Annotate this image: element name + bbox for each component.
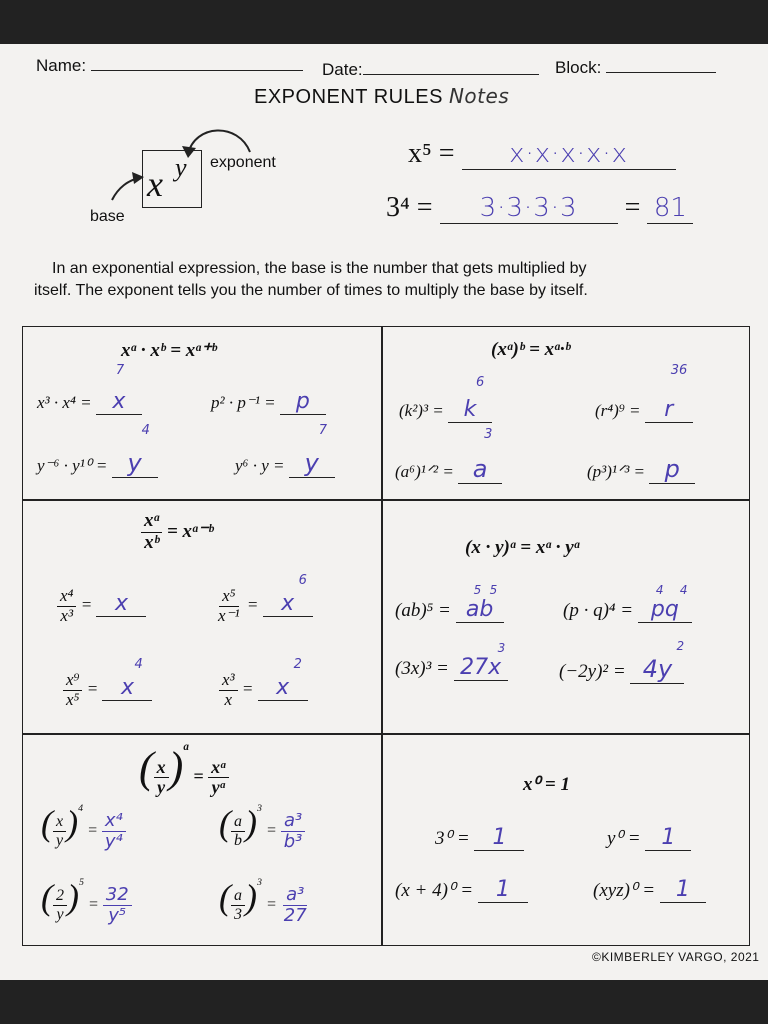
diagram-exp: y [175,153,187,182]
title-hand: Notes [448,84,510,108]
quotient-problem-4: $\frac{\text{x³}}{x}$ = x 2 [219,671,308,709]
block-field[interactable] [555,56,716,78]
product-problem-3: y⁻⁶ · y¹⁰ = y 4 [37,449,158,478]
quotient-answer-4[interactable]: x 2 [258,675,308,701]
product-power-problem-4: (−2y)² = 4y 2 [559,639,685,683]
date-label: Date: [322,60,363,79]
power-rule-formula: (xᵃ)ᵇ = xᵃ·ᵇ [491,339,571,360]
quotient-power-answer-4[interactable]: $\frac{\text{a³}}{27}$ [283,884,307,926]
exponent-label: exponent [210,154,276,171]
zero-answer-3[interactable]: 1 [478,877,528,903]
product-power-problem-2: (p · q)⁴ = pq 4 4 [563,597,692,623]
example-2 [386,192,693,224]
power-problem-4: (p³)¹ᐟ³ = p [587,455,695,484]
product-answer-4[interactable]: y 7 [289,449,335,478]
product-problem-4: y⁶ · y = y 7 [235,449,335,478]
quotient-answer-1[interactable]: x [96,591,146,617]
quotient-problem-1: $\frac{\text{x⁴}}{\text{x³}}$ = x [57,587,146,625]
quotient-power-answer-1[interactable]: $\frac{\text{x⁴}}{\text{y⁴}}$ [102,811,126,852]
product-problem-1: x³ · x⁴ = x 7 [37,389,142,415]
grid-divider-h1 [23,499,749,501]
diagram-base: x [147,164,163,204]
intro-line-1: In an exponential expression, the base is the number that gets multiplied by [52,260,587,277]
power-problem-1: (k²)³ = k 6 [399,397,492,423]
quotient-answer-3[interactable]: x 4 [102,675,152,701]
block-label: Block: [555,58,602,77]
ex2-eq: = [624,192,641,223]
zero-answer-2[interactable]: 1 [645,825,691,851]
product-power-answer-2[interactable]: pq 4 4 [638,597,692,623]
power-answer-4[interactable]: p [649,455,695,484]
quotient-power-problem-4: ( $\frac{a}{3}$ )$^3$ = $\frac{\text{a³}}{27}$ [219,877,310,926]
ex1-lhs: x⁵ = [408,138,455,169]
quotient-problem-3: $\frac{\text{x⁹}}{\text{x⁵}}$ = x 4 [63,671,152,709]
title-print: EXPONENT RULES [254,86,443,108]
rules-grid [22,326,750,946]
grid-divider-v [381,327,383,945]
quotient-power-problem-3: ( $\frac{2}{y}$ )$^5$ = $\frac{32}{\text{y⁵}}$ [41,877,132,926]
product-rule-formula: xᵃ · xᵇ = xᵃ⁺ᵇ [121,340,217,361]
ex2-lhs: 3⁴ = [386,192,433,223]
quotient-power-formula: ( $\frac{x}{y}$ )$^a$ = $\frac{\text{xᵃ}}{\text{yᵃ}}$ [139,741,229,798]
product-power-answer-4[interactable]: 4y 2 [630,655,684,684]
name-field[interactable] [36,54,303,76]
ex1-answer[interactable]: x·x·x·x·x [462,139,676,170]
quotient-rule-formula: $\frac{\text{xᵃ}}{\text{xᵇ}}$ = xᵃ⁻ᵇ [141,511,213,554]
product-power-problem-1: (ab)⁵ = ab 5 5 [395,597,504,623]
worksheet-page [0,44,768,980]
power-answer-3[interactable]: a 3 [458,455,502,484]
date-field[interactable] [322,58,539,80]
product-answer-1[interactable]: x 7 [96,389,142,415]
quotient-power-answer-2[interactable]: $\frac{\text{a³}}{\text{b³}}$ [281,811,306,852]
product-power-formula: (x · y)ᵃ = xᵃ · yᵃ [465,537,580,558]
power-problem-3: (a⁶)¹ᐟ² = a 3 [395,455,502,484]
quotient-power-problem-2: ( $\frac{a}{b}$ )$^3$ = $\frac{\text{a³}}{\text{b³}}$ [219,803,305,852]
quotient-problem-2: $\frac{\text{x⁵}}{\text{x⁻¹}}$ = x 6 [215,587,313,625]
power-problem-2: (r⁴)⁹ = r 36 [595,397,693,423]
base-label: base [90,208,125,225]
grid-divider-h2 [23,733,749,735]
quotient-power-problem-1: ( $\frac{x}{y}$ )$^4$ = $\frac{\text{x⁴}}{\text{y⁴}}$ [41,803,126,852]
name-label: Name: [36,56,87,75]
product-problem-2: p² · p⁻¹ = p [211,389,326,415]
zero-problem-2: y⁰ = 1 [607,825,691,851]
zero-problem-4: (xyz)⁰ = 1 [593,877,706,903]
zero-problem-3: (x + 4)⁰ = 1 [395,877,528,903]
copyright: ©KIMBERLEY VARGO, 2021 [592,950,760,964]
zero-answer-1[interactable]: 1 [474,825,524,851]
page-title [254,84,509,109]
example-1 [408,138,676,170]
intro-line-2: itself. The exponent tells you the number of times to multiply the base by itself. [34,282,588,299]
zero-answer-4[interactable]: 1 [660,877,706,903]
product-power-problem-3: (3x)³ = 27x 3 [395,655,508,681]
quotient-power-answer-3[interactable]: $\frac{32}{\text{y⁵}}$ [103,885,132,926]
product-power-answer-3[interactable]: 27x 3 [454,655,508,681]
quotient-answer-2[interactable]: x 6 [263,591,313,617]
ex2-result[interactable]: 81 [647,193,693,224]
product-answer-3[interactable]: y 4 [112,449,158,478]
power-answer-1[interactable]: k 6 [448,397,492,423]
zero-rule-formula: x⁰ = 1 [523,774,570,795]
zero-problem-1: 3⁰ = 1 [435,825,524,851]
product-answer-2[interactable]: p [280,389,326,415]
product-power-answer-1[interactable]: ab 5 5 [456,597,504,623]
ex2-answer[interactable]: 3·3·3·3 [440,193,618,224]
power-answer-2[interactable]: r 36 [645,397,693,423]
